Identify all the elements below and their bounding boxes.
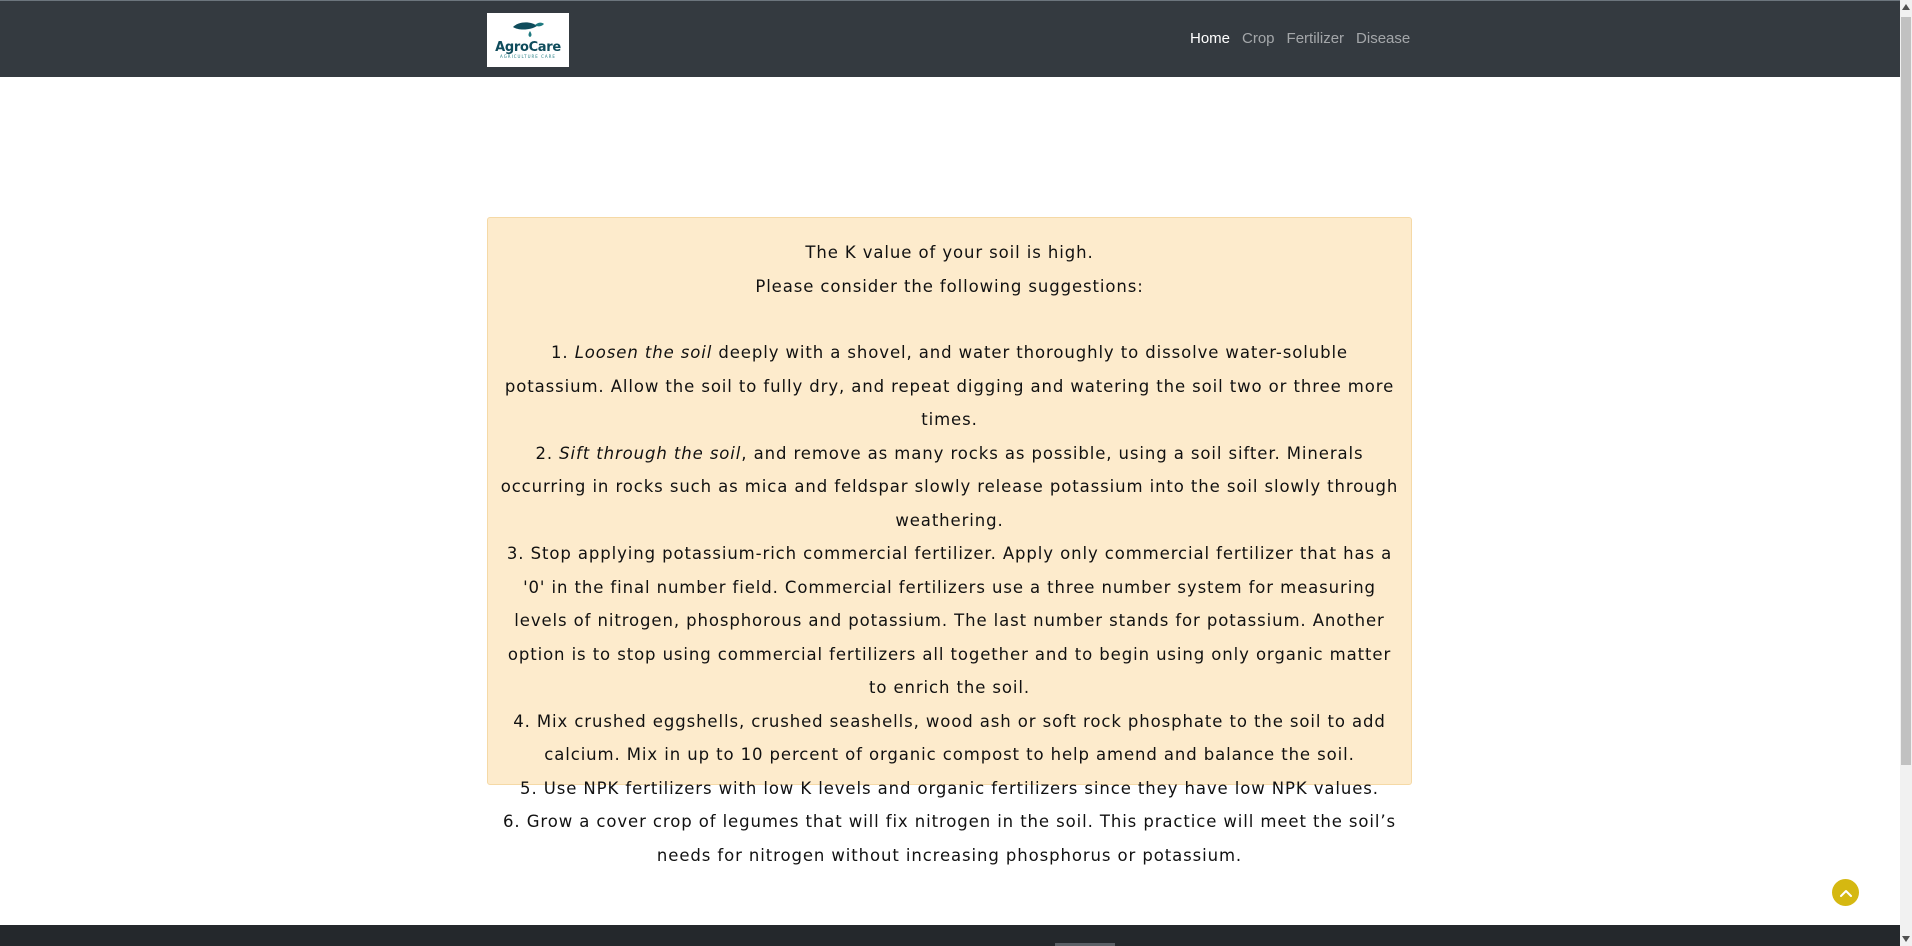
suggestion-text: Grow a cover crop of legumes that will fix nitrogen in the soil. This practice will meet the soil’s needs for nitrogen without increasing phosphorus or potassium. xyxy=(526,812,1396,865)
suggestion-number: 2. xyxy=(535,443,554,463)
suggestion-item xyxy=(500,537,1399,705)
suggestion-text: deeply with a shovel, and water thoroughly to dissolve water-soluble potassium. Allow the soil to fully dry, and repeat digging and watering the soil two or three more times. xyxy=(504,343,1395,429)
suggestion-number: 4. xyxy=(513,711,531,731)
spacer xyxy=(500,304,1399,336)
suggestion-number: 3. xyxy=(506,544,525,563)
nav-link-fertilizer[interactable]: Fertilizer xyxy=(1286,30,1345,47)
suggestion-item xyxy=(500,805,1399,872)
suggestion-text: , and remove as many rocks as possible, using a soil sifter. Minerals occurring in rocks such as mica and feldspar slowly release potassium into the soil slowly through weathering. xyxy=(500,443,1399,530)
navbar xyxy=(0,0,1900,77)
suggestion-emphasis: Sift through the soil xyxy=(559,443,742,463)
back-to-top-button[interactable] xyxy=(1832,879,1859,906)
suggestion-item xyxy=(500,437,1399,538)
suggestion-emphasis: Loosen the soil xyxy=(574,343,713,362)
nav-links xyxy=(1190,29,1416,49)
scroll-up-arrow-icon[interactable] xyxy=(1902,4,1910,10)
brand-logo[interactable] xyxy=(487,13,569,67)
suggestion-text: Stop applying potassium-rich commercial fertilizer. Apply only commercial fertilizer that has a '0' in the final number field. Commercial fertilizers use a three number system for measuring levels of nitrogen, phosphorous and potassium. The last number stands for potassium. Another option is to stop using commercial fertilizers all together and to begin using only organic matter to enrich the soil. xyxy=(507,544,1393,697)
suggestion-number: 6. xyxy=(503,812,521,831)
suggestion-item xyxy=(500,336,1399,437)
suggestion-item xyxy=(500,772,1399,806)
suggestion-number: 1. xyxy=(551,343,569,362)
suggestion-alert xyxy=(487,217,1412,865)
chevron-up-icon xyxy=(1840,889,1852,897)
result-intro: Please consider the following suggestions: xyxy=(755,277,1144,296)
logo-tagline: AGRICULTURE CARE xyxy=(500,54,556,59)
suggestion-text: Use NPK fertilizers with low K levels and organic fertilizers since they have low NPK values. xyxy=(543,778,1379,798)
logo-name: AgroCare xyxy=(495,40,561,55)
suggestion-text: Mix crushed eggshells, crushed seashells, wood ash or soft rock phosphate to the soil to add calcium. Mix in up to 10 percent of organic compost to help amend and balance the soil. xyxy=(536,711,1386,764)
result-headline: The K value of your soil is high. xyxy=(805,243,1094,262)
suggestion-item xyxy=(500,705,1399,772)
leaf-drop-logo-icon xyxy=(511,21,545,39)
scrollbar-thumb[interactable] xyxy=(1901,17,1911,765)
scroll-down-arrow-icon[interactable] xyxy=(1902,936,1910,942)
nav-link-disease[interactable]: Disease xyxy=(1356,30,1411,47)
vertical-scrollbar[interactable] xyxy=(1900,0,1912,946)
suggestion-number: 5. xyxy=(520,778,538,798)
footer xyxy=(0,925,1900,946)
nav-link-home[interactable]: Home xyxy=(1190,30,1231,47)
nav-link-crop[interactable]: Crop xyxy=(1242,30,1275,47)
